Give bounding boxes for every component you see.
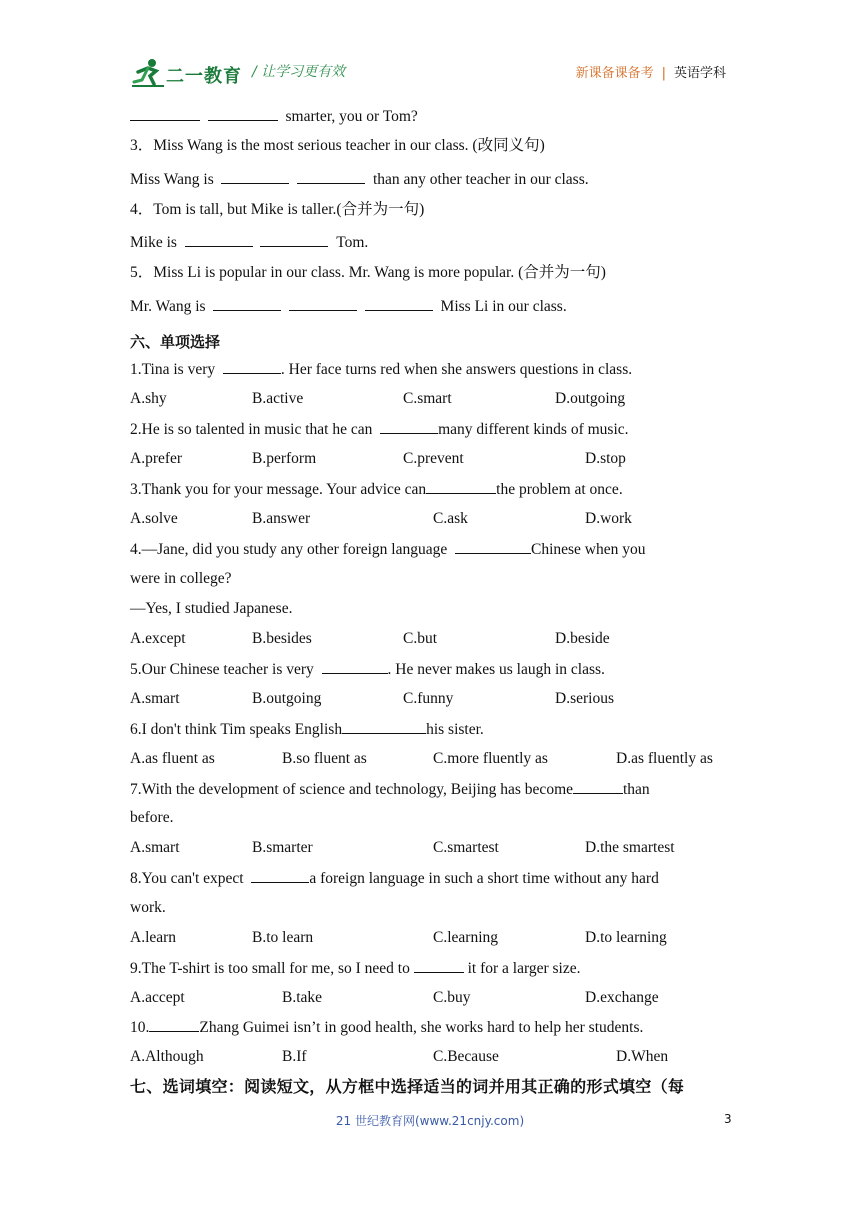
answer-blank — [322, 659, 388, 674]
logo-text: 二一教育 — [166, 66, 242, 87]
answer-blank — [223, 359, 281, 374]
option-b: B.answer — [252, 510, 311, 527]
option-a: A.prefer — [130, 450, 183, 467]
header-separator: | — [661, 66, 666, 81]
question-reply: —Yes, I studied Japanese. — [130, 600, 293, 617]
header-right — [576, 62, 726, 81]
option-a: A.shy — [130, 390, 167, 407]
mc-question-10 — [130, 1017, 643, 1038]
answer-blank — [130, 106, 200, 121]
option-d: D.as fluently as — [616, 750, 713, 767]
option-a: A.as fluent as — [130, 750, 215, 767]
sentence-text: Miss Wang is — [130, 171, 214, 188]
answer-blank — [213, 296, 281, 311]
option-d: D.exchange — [585, 989, 659, 1006]
sentence-text: Tom. — [336, 234, 369, 251]
option-b: B.to learn — [252, 929, 314, 946]
answer-blank — [289, 296, 357, 311]
question-text: Zhang Guimei isn’t in good health, she works hard to help her students. — [199, 1019, 644, 1036]
mc-question-2 — [130, 419, 629, 440]
option-a: A.learn — [130, 929, 177, 946]
option-a: A.solve — [130, 510, 178, 527]
answer-blank — [573, 779, 623, 794]
option-d: D.outgoing — [555, 390, 626, 407]
mc-question-9 — [130, 958, 580, 979]
answer-blank — [380, 419, 438, 434]
runner-logo-icon — [130, 58, 166, 88]
question-text: 1.Tina is very — [130, 361, 216, 378]
header-subtitle: 新课备课备考 — [575, 66, 654, 81]
header-subject: 英语学科 — [673, 66, 726, 81]
option-b: B.take — [282, 989, 323, 1006]
option-c: C.Because — [433, 1048, 499, 1065]
option-a: A.smart — [130, 690, 180, 707]
option-c: C.but — [403, 630, 438, 647]
sentence-text: Miss Li in our class. — [440, 298, 567, 315]
question-text: than — [623, 781, 650, 798]
answer-blank — [414, 958, 464, 973]
question-text: many different kinds of music. — [438, 421, 629, 438]
option-b: B.If — [282, 1048, 307, 1065]
question-text: Chinese when you — [531, 541, 646, 558]
question-text: 4.—Jane, did you study any other foreign language — [130, 541, 448, 558]
option-c: C.buy — [433, 989, 471, 1006]
question-text: it for a larger size. — [467, 960, 581, 977]
option-d: D.When — [616, 1048, 669, 1065]
option-b: B.perform — [252, 450, 317, 467]
question-3: 3．Miss Wang is the most serious teacher in our class. (改同义句) — [130, 137, 545, 154]
exercise-line — [130, 169, 589, 190]
answer-blank — [297, 169, 365, 184]
mc-question-1 — [130, 359, 632, 380]
option-c: C.more fluently as — [433, 750, 548, 767]
option-d: D.work — [585, 510, 632, 527]
question-text: 2.He is so talented in music that he can — [130, 421, 373, 438]
mc-question-3 — [130, 479, 623, 500]
question-4: 4．Tom is tall, but Mike is taller.(合并为一句) — [130, 201, 425, 218]
page-header — [130, 52, 730, 92]
option-a: A.accept — [130, 989, 185, 1006]
answer-blank — [260, 232, 328, 247]
question-text: 7.With the development of science and technology, Beijing has become — [130, 781, 573, 798]
option-a: A.Although — [130, 1048, 204, 1065]
option-c: C.ask — [433, 510, 468, 527]
option-b: B.so fluent as — [282, 750, 367, 767]
option-d: D.beside — [555, 630, 610, 647]
sentence-text: Mr. Wang is — [130, 298, 206, 315]
answer-blank — [342, 719, 426, 734]
mc-question-6 — [130, 719, 484, 740]
question-text: 8.You can't expect — [130, 870, 244, 887]
mc-question-4 — [130, 539, 646, 560]
answer-blank — [426, 479, 496, 494]
sentence-text: Mike is — [130, 234, 177, 251]
option-c: C.smart — [403, 390, 452, 407]
question-text: . He never makes us laugh in class. — [387, 661, 605, 678]
option-c: C.prevent — [403, 450, 464, 467]
answer-blank — [365, 296, 433, 311]
option-b: B.active — [252, 390, 304, 407]
answer-blank — [221, 169, 289, 184]
question-continuation: before. — [130, 809, 174, 826]
option-d: D.serious — [555, 690, 614, 707]
option-a: A.smart — [130, 839, 180, 856]
question-continuation: work. — [130, 899, 166, 916]
question-text: 5.Our Chinese teacher is very — [130, 661, 314, 678]
answer-blank — [251, 868, 309, 883]
answer-blank — [185, 232, 253, 247]
answer-blank — [208, 106, 278, 121]
option-d: D.to learning — [585, 929, 667, 946]
exercise-line — [130, 232, 368, 253]
mc-question-7 — [130, 779, 650, 800]
question-text: 10. — [130, 1019, 150, 1036]
option-b: B.outgoing — [252, 690, 322, 707]
sentence-text: than any other teacher in our class. — [372, 171, 589, 188]
question-text: 9.The T-shirt is too small for me, so I need to — [130, 960, 410, 977]
question-text: . Her face turns red when she answers questions in class. — [280, 361, 633, 378]
logo — [130, 58, 250, 88]
section-heading-7: 七、选词填空：阅读短文，从方框中选择适当的词并用其正确的形式填空（每 — [130, 1077, 685, 1096]
exercise-line — [130, 296, 567, 317]
option-b: B.smarter — [252, 839, 313, 856]
mc-question-8 — [130, 868, 659, 889]
option-d: D.the smartest — [585, 839, 675, 856]
question-5: 5．Miss Li is popular in our class. Mr. Wang is more popular. (合并为一句) — [130, 264, 606, 281]
option-c: C.learning — [433, 929, 498, 946]
option-d: D.stop — [585, 450, 626, 467]
mc-question-5 — [130, 659, 605, 680]
question-continuation: were in college? — [130, 570, 232, 587]
option-c: C.smartest — [433, 839, 499, 856]
question-text: the problem at once. — [496, 481, 623, 498]
question-text: his sister. — [426, 721, 484, 738]
question-text: a foreign language in such a short time without any hard — [309, 870, 659, 887]
option-b: B.besides — [252, 630, 312, 647]
sentence-text: smarter, you or Tom? — [285, 108, 418, 125]
answer-blank — [455, 539, 531, 554]
footer-site: 21 世纪教育网(www.21cnjy.com) — [335, 1114, 525, 1128]
page-number: 3 — [724, 1112, 732, 1126]
question-text: 3.Thank you for your message. Your advice can — [130, 481, 427, 498]
option-c: C.funny — [403, 690, 454, 707]
section-heading-6: 六、单项选择 — [130, 333, 221, 351]
option-a: A.except — [130, 630, 186, 647]
slogan: / 让学习更有效 — [252, 64, 346, 80]
answer-blank — [149, 1017, 199, 1032]
exercise-line — [130, 106, 418, 127]
question-text: 6.I don't think Tim speaks English — [130, 721, 343, 738]
